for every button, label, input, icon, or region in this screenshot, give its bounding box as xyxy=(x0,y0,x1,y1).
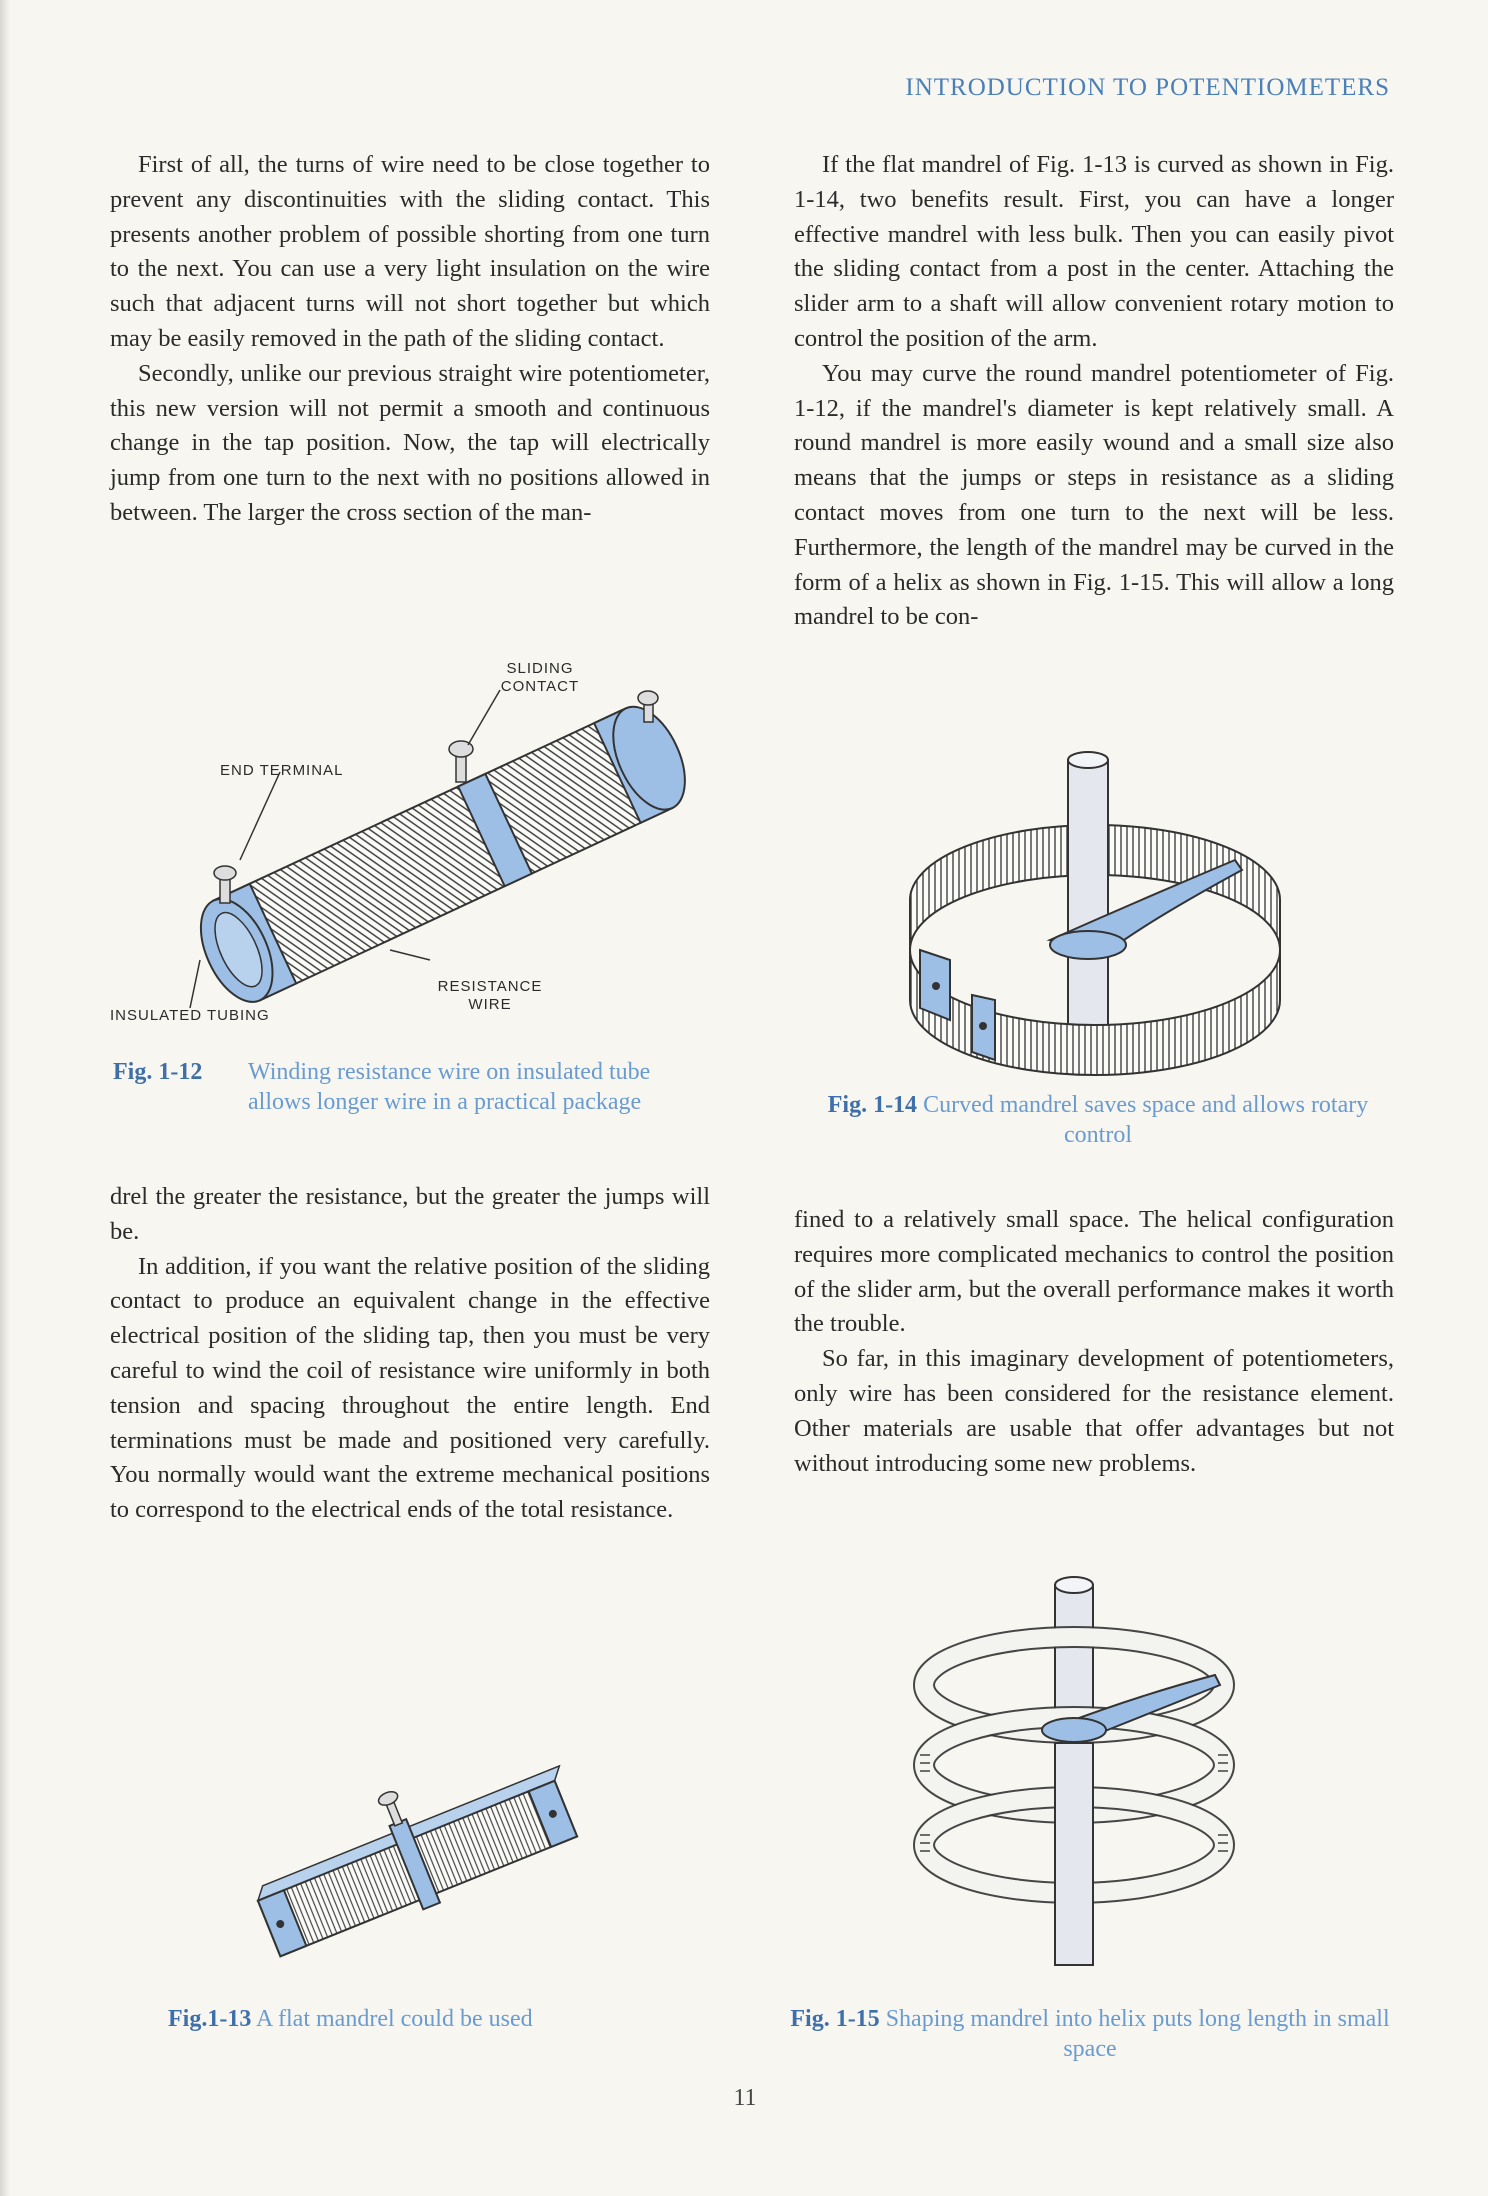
figure-caption-text: Shaping mandrel into helix puts long length in small space xyxy=(885,2006,1390,2062)
label-end-terminal: END TERMINAL xyxy=(220,762,344,779)
sliding-contact-knob xyxy=(449,741,473,782)
paragraph: In addition, if you want the relative position of the sliding contact to produce an equivalent change in the effective electrical position of the sliding tap, then you must be very careful to wind the coil of resistance wire uniformly in both tension and spacing throughout the entire length. End terminations must be made and positioned very carefully. You normally would want the extreme mechanical positions to correspond to the electrical ends of the total resistance. xyxy=(110,1252,710,1524)
running-head: INTRODUCTION TO POTENTIOMETERS xyxy=(905,74,1390,101)
fig-1-14-caption xyxy=(818,1090,1378,1150)
paragraph: First of all, the turns of wire need to be close together to prevent any discontinuities with the sliding contact. This presents another problem of possible shorting from one turn to the next. You can use a very light insulation on the wire such that adjacent turns will not short together but which may be easily removed in the path of the sliding contact. xyxy=(110,151,710,352)
right-column-top xyxy=(794,148,1394,635)
label-resistance-wire: RESISTANCE WIRE xyxy=(437,978,543,1013)
left-column-top xyxy=(110,148,710,531)
right-column-bottom xyxy=(794,1203,1394,1481)
paragraph: drel the greater the resistance, but the greater the jumps will be. xyxy=(110,1183,710,1245)
insulated-tube xyxy=(186,696,699,1013)
fig-1-12-illustration xyxy=(170,660,730,1020)
page-edge xyxy=(0,0,10,2196)
paragraph: fined to a relatively small space. The helical configuration requires more complicated mechanics to control the position of the slider arm, but the overall performance makes it worth the trouble. xyxy=(794,1206,1394,1338)
figure-caption-text: A flat mandrel could be used xyxy=(256,2006,533,2032)
figure-number: Fig. 1-12 xyxy=(113,1059,203,1085)
figure-number: Fig. 1-15 xyxy=(790,2006,880,2032)
paragraph: You may curve the round mandrel potentiometer of Fig. 1-12, if the mandrel's diameter is kept relatively small. A round mandrel is more easily wound and a small size also means that the jumps or steps in resistance as a sliding contact moves from one turn to the next will be less. Furthermore, the length of the mandrel may be curved in the form of a helix as shown in Fig. 1-15. This will allow a long mandrel to be con- xyxy=(794,359,1394,631)
fig-1-15-caption xyxy=(790,2004,1390,2064)
fig-1-13-illustration xyxy=(230,1720,590,1980)
fig-1-14-illustration xyxy=(880,750,1310,1080)
label-insulated-tubing: INSULATED TUBING xyxy=(110,1007,270,1024)
fig-1-12-caption xyxy=(113,1057,713,1117)
left-column-bottom xyxy=(110,1180,710,1528)
paragraph: Secondly, unlike our previous straight wire potentiometer, this new version will not permit a smooth and continuous change in the tap position. Now, the tap will electrically jump from one turn to the next with no positions allowed in between. The larger the cross section of the man- xyxy=(110,359,710,526)
figure-number: Fig.1-13 xyxy=(168,2006,252,2032)
figure-caption-text: Curved mandrel saves space and allows rotary control xyxy=(923,1092,1369,1148)
paragraph: If the flat mandrel of Fig. 1-13 is curved as shown in Fig. 1-14, two benefits result. First, you can have a longer effective mandrel with less bulk. Then you can easily pivot the sliding contact from a post in the center. Attaching the slider arm to a shaft will allow convenient rotary motion to control the position of the arm. xyxy=(794,151,1394,352)
page-number: 11 xyxy=(733,2085,757,2111)
fig-1-13-caption xyxy=(168,2004,728,2034)
paragraph: So far, in this imaginary development of potentiometers, only wire has been considered for the resistance element. Other materials are usable that offer advantages but not without introducing some new problems. xyxy=(794,1345,1394,1477)
label-sliding-contact: SLIDING CONTACT xyxy=(500,660,580,695)
fig-1-15-illustration xyxy=(890,1565,1270,1985)
figure-number: Fig. 1-14 xyxy=(827,1092,918,1118)
figure-caption-text: Winding resistance wire on insulated tube allows longer wire in a practical package xyxy=(248,1059,651,1115)
